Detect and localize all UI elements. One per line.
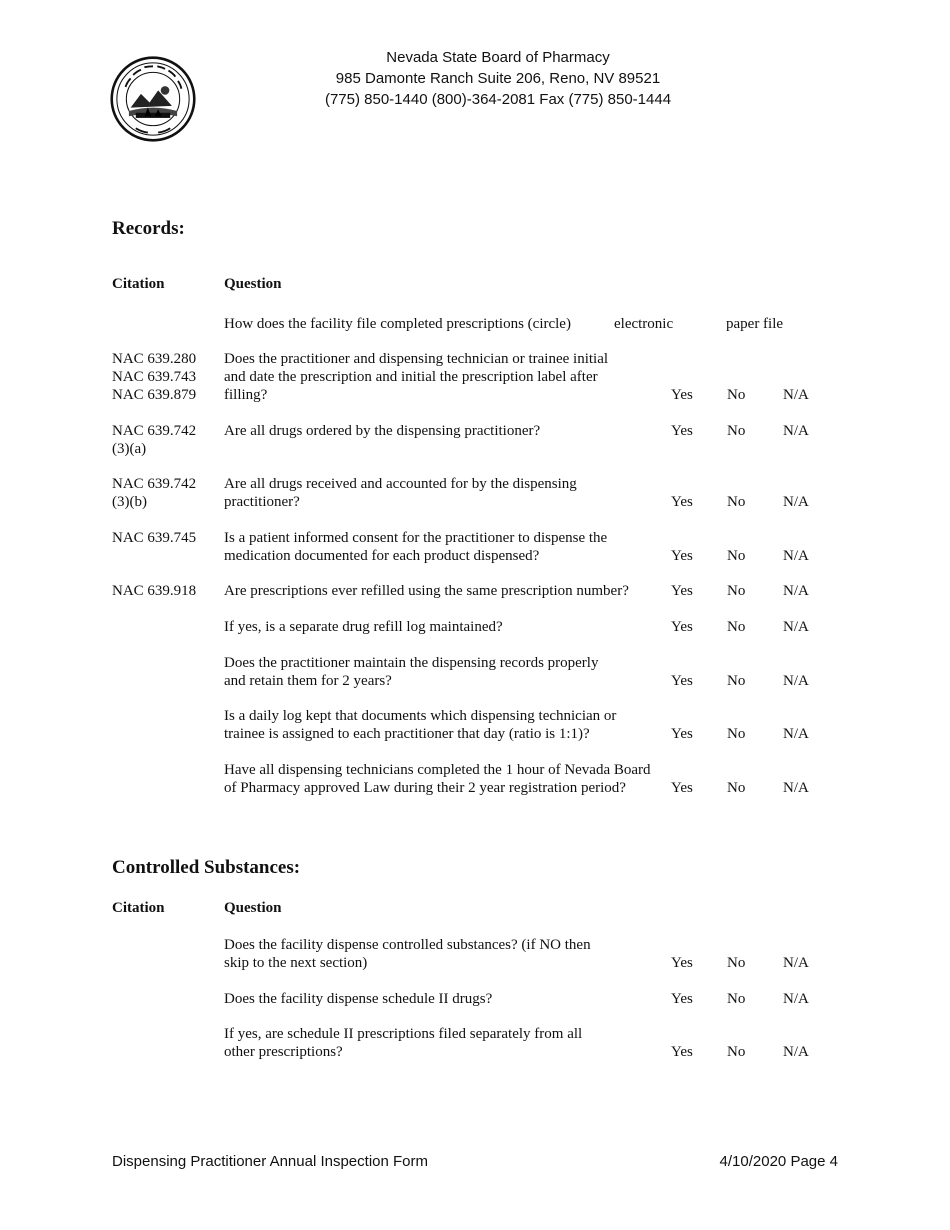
- records-section-title: Records:: [112, 218, 185, 239]
- answer-no[interactable]: No: [727, 548, 746, 564]
- citation: NAC 639.918: [112, 583, 197, 599]
- controlled-question-header: Question: [224, 900, 282, 916]
- answer-yes[interactable]: Yes: [671, 619, 693, 635]
- answer-yes[interactable]: Yes: [671, 387, 693, 403]
- question-text: Does the facility dispense controlled substances? (if NO then skip to the next section): [224, 937, 591, 971]
- answer-no[interactable]: No: [727, 726, 746, 742]
- answer-na[interactable]: N/A: [783, 583, 809, 599]
- answer-yes[interactable]: Yes: [671, 780, 693, 796]
- answer-no[interactable]: No: [727, 619, 746, 635]
- letterhead: [300, 47, 696, 110]
- answer-yes[interactable]: Yes: [671, 991, 693, 1007]
- answer-na[interactable]: N/A: [783, 991, 809, 1007]
- answer-na[interactable]: N/A: [783, 1044, 809, 1060]
- answer-yes[interactable]: Yes: [671, 583, 693, 599]
- question-text: Does the facility dispense schedule II drugs?: [224, 991, 493, 1007]
- footer-form-name: Dispensing Practitioner Annual Inspection Form: [112, 1153, 428, 1170]
- answer-yes[interactable]: Yes: [671, 673, 693, 689]
- controlled-citation-header: Citation: [112, 900, 165, 916]
- citation: NAC 639.745: [112, 530, 197, 546]
- answer-na[interactable]: N/A: [783, 673, 809, 689]
- answer-na[interactable]: N/A: [783, 423, 809, 439]
- answer-no[interactable]: No: [727, 494, 746, 510]
- answer-no[interactable]: No: [727, 955, 746, 971]
- citation: NAC 639.280 NAC 639.743 NAC 639.879: [112, 351, 197, 403]
- answer-yes[interactable]: Yes: [671, 548, 693, 564]
- state-seal-icon: [110, 56, 196, 142]
- question-text: Is a patient informed consent for the practitioner to dispense the medication documented for each product dispensed?: [224, 530, 608, 564]
- question-text: If yes, are schedule II prescriptions filed separately from all other prescriptions?: [224, 1026, 583, 1060]
- answer-yes[interactable]: Yes: [671, 1044, 693, 1060]
- answer-yes[interactable]: Yes: [671, 726, 693, 742]
- footer-date-page: 4/10/2020 Page 4: [719, 1153, 838, 1170]
- org-name: Nevada State Board of Pharmacy: [386, 49, 610, 66]
- answer-yes[interactable]: Yes: [671, 955, 693, 971]
- controlled-section-title: Controlled Substances:: [112, 857, 301, 878]
- answer-no[interactable]: No: [727, 991, 746, 1007]
- citation: NAC 639.742 (3)(a): [112, 423, 197, 457]
- records-question-header: Question: [224, 276, 282, 292]
- org-phones: (775) 850-1440 (800)-364-2081 Fax (775) 850-1444: [324, 91, 672, 108]
- answer-no[interactable]: No: [727, 1044, 746, 1060]
- answer-no[interactable]: No: [727, 583, 746, 599]
- answer-no[interactable]: No: [727, 423, 746, 439]
- option-paper-file[interactable]: paper file: [726, 316, 784, 332]
- question-text: Are all drugs ordered by the dispensing practitioner?: [224, 423, 541, 439]
- citation: NAC 639.742 (3)(b): [112, 476, 197, 510]
- answer-na[interactable]: N/A: [783, 619, 809, 635]
- records-citation-header: Citation: [112, 276, 165, 292]
- filing-question: How does the facility file completed prescriptions (circle): [224, 316, 571, 332]
- question-text: Does the practitioner maintain the dispensing records properly and retain them for 2 years?: [224, 655, 599, 689]
- org-address: 985 Damonte Ranch Suite 206, Reno, NV 89521: [335, 70, 661, 87]
- question-text: Does the practitioner and dispensing technician or trainee initial and date the prescription and initial the prescription label after filling?: [224, 351, 609, 403]
- question-text: If yes, is a separate drug refill log maintained?: [224, 619, 503, 635]
- question-text: Is a daily log kept that documents which dispensing technician or trainee is assigned to each practitioner that day (ratio is 1:1)?: [224, 708, 617, 742]
- answer-no[interactable]: No: [727, 673, 746, 689]
- question-text: Are all drugs received and accounted for by the dispensing practitioner?: [224, 476, 577, 510]
- option-electronic[interactable]: electronic: [614, 316, 674, 332]
- answer-na[interactable]: N/A: [783, 494, 809, 510]
- answer-no[interactable]: No: [727, 780, 746, 796]
- question-text: Are prescriptions ever refilled using the same prescription number?: [224, 583, 629, 599]
- answer-na[interactable]: N/A: [783, 955, 809, 971]
- answer-na[interactable]: N/A: [783, 548, 809, 564]
- answer-na[interactable]: N/A: [783, 726, 809, 742]
- answer-yes[interactable]: Yes: [671, 423, 693, 439]
- answer-yes[interactable]: Yes: [671, 494, 693, 510]
- answer-no[interactable]: No: [727, 387, 746, 403]
- answer-na[interactable]: N/A: [783, 387, 809, 403]
- answer-na[interactable]: N/A: [783, 780, 809, 796]
- question-text: Have all dispensing technicians completed the 1 hour of Nevada Board of Pharmacy approved Law during their 2 year registration period?: [224, 762, 651, 796]
